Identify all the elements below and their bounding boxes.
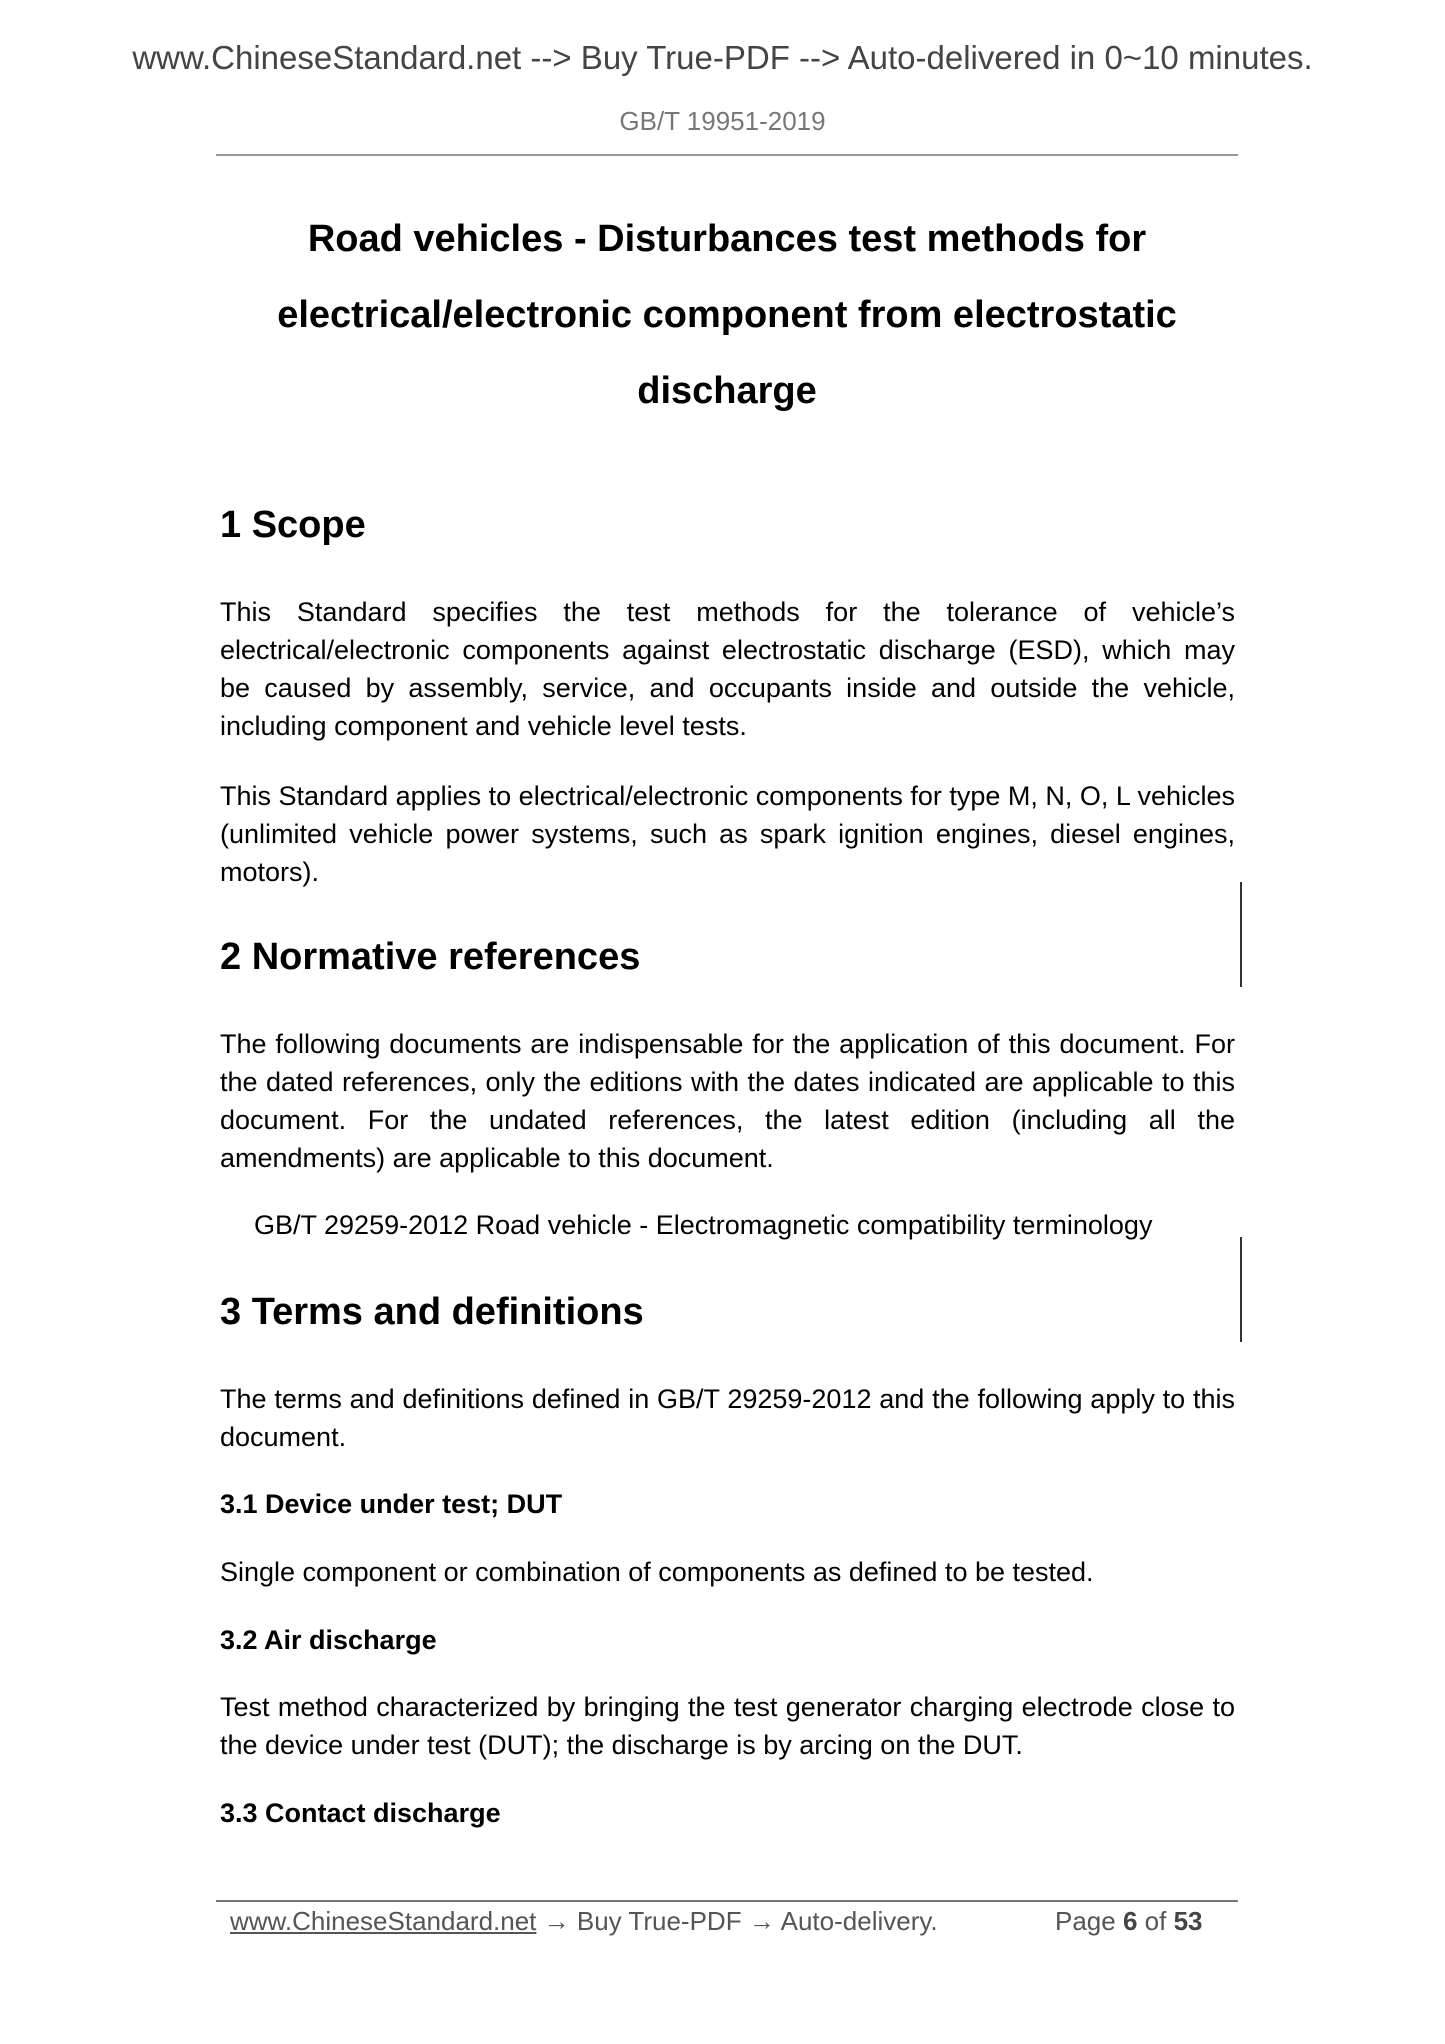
section-heading-normative-references: 2 Normative references [220, 936, 641, 978]
subsection-text-air-discharge: Test method characterized by bringing the test generator charging electrode close to the device under test (DUT); the discharge is by arcing on the DUT. [220, 1692, 1235, 1760]
document-title-line-1: Road vehicles - Disturbances test methods for [307, 218, 1147, 260]
revision-change-bar [1240, 1237, 1242, 1342]
document-title-line-3: discharge [637, 370, 817, 412]
document-title-line-2: electrical/electronic component from electrostatic [277, 294, 1177, 336]
footer-promo [230, 1903, 938, 1939]
subsection-heading-contact-discharge: 3.3 Contact discharge [220, 1798, 501, 1828]
subsection-heading-dut: 3.1 Device under test; DUT [220, 1489, 563, 1519]
page-indicator [1055, 1903, 1203, 1939]
scope-paragraph-1: This Standard specifies the test methods for the tolerance of vehicle’s electrical/electronic components against electrostatic discharge (ESD), which may be caused by assembly, service, and occupants inside and outside the vehicle, including component and vehicle level tests. [220, 597, 1235, 741]
scope-paragraph-2: This Standard applies to electrical/electronic components for type M, N, O, L vehicles (unlimited vehicle power systems, such as spark ignition engines, diesel engines, motors). [220, 781, 1235, 887]
page-current: 6 [1122, 1906, 1138, 1936]
footer-buy-text: Buy True-PDF [576, 1906, 742, 1936]
section-heading-terms-definitions: 3 Terms and definitions [220, 1291, 644, 1333]
arrow-right-icon: → [748, 1906, 775, 1936]
arrow-right-icon: → [543, 1906, 570, 1936]
page-label: Page [1055, 1906, 1116, 1936]
of-label: of [1144, 1906, 1167, 1936]
footer-delivery-text: Auto-delivery. [780, 1906, 938, 1936]
footer-divider [216, 1900, 1238, 1902]
reference-item: GB/T 29259-2012 Road vehicle - Electromagnetic compatibility terminology [254, 1210, 1153, 1240]
header-divider [216, 154, 1238, 156]
normative-references-paragraph: The following documents are indispensable for the application of this document. For the dated references, only the editions with the dates indicated are applicable to this document. For the undated references, the latest edition (including all the amendments) are applicable to this document. [220, 1029, 1235, 1173]
standard-code: GB/T 19951-2019 [619, 106, 826, 136]
terms-intro-paragraph: The terms and definitions defined in GB/T 29259-2012 and the following apply to this document. [220, 1384, 1235, 1452]
subsection-heading-air-discharge: 3.2 Air discharge [220, 1625, 437, 1655]
subsection-text-dut: Single component or combination of components as defined to be tested. [220, 1557, 1094, 1587]
footer-site-link[interactable]: www.ChineseStandard.net [230, 1906, 537, 1936]
top-banner: www.ChineseStandard.net --> Buy True-PDF --> Auto-delivered in 0~10 minutes. [132, 39, 1313, 76]
page-total: 53 [1173, 1906, 1203, 1936]
section-heading-scope: 1 Scope [220, 504, 366, 546]
revision-change-bar [1240, 882, 1242, 987]
